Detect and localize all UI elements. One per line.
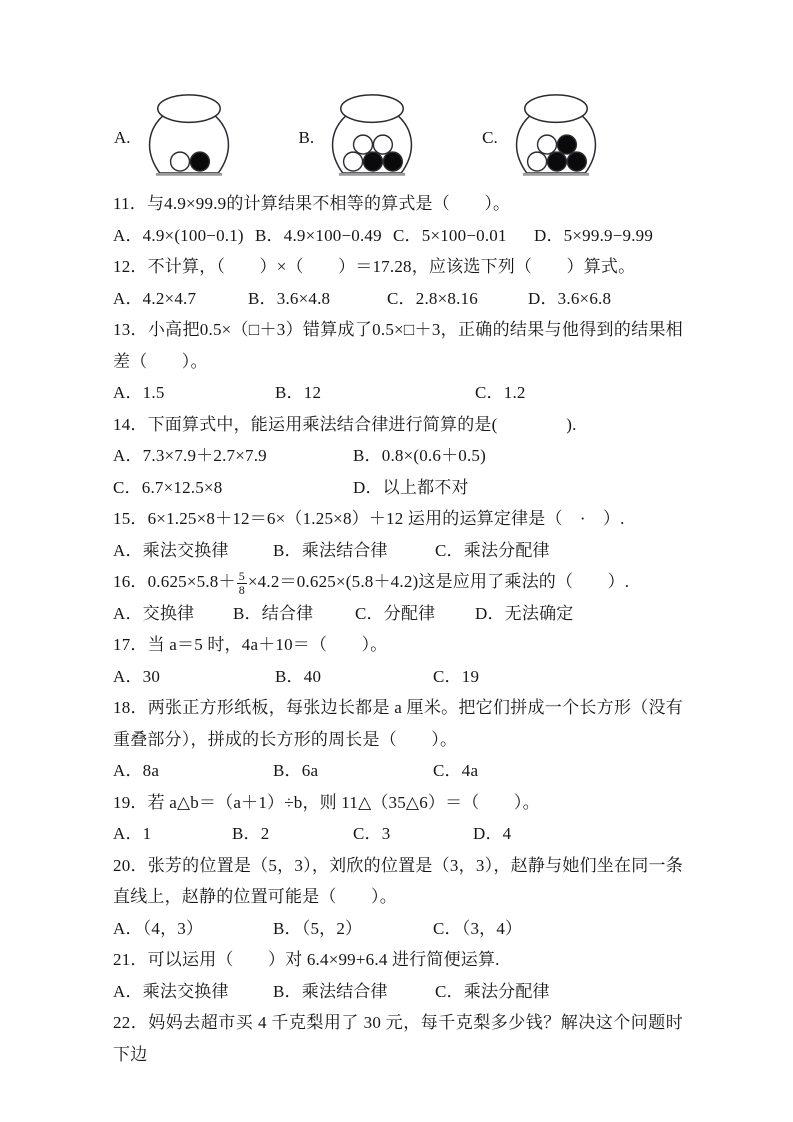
- option-C: C．19: [433, 666, 480, 686]
- figure-option-label: C.: [482, 127, 498, 147]
- ball-white: [354, 135, 373, 154]
- option-C: C．（3，4）: [433, 918, 523, 938]
- question-stem: [113, 409, 683, 441]
- stem-text: 22．妈妈去超市买 4 千克梨用了 30 元，每千克梨多少钱？解决这个问题时下边: [113, 1013, 683, 1064]
- option-B: B．40: [275, 666, 322, 686]
- question-stem: [113, 251, 683, 283]
- options-row: [113, 661, 683, 693]
- option-A: A．乘法交换律: [113, 540, 229, 560]
- options-row: [113, 220, 683, 252]
- fraction: [237, 570, 247, 596]
- ball-white: [537, 135, 556, 154]
- question-17: [113, 629, 683, 692]
- stem-text: 14．下面算式中，能运用乘法结合律进行简算的是( ).: [113, 414, 577, 434]
- question-stem: [113, 188, 683, 220]
- option-C: C．乘法分配律: [435, 981, 550, 1001]
- options-row: [113, 440, 683, 472]
- options-row: [113, 755, 683, 787]
- options-row: [113, 818, 683, 850]
- option-A: A．1: [113, 824, 152, 843]
- option-B: B．（5，2）: [273, 918, 363, 938]
- option-D: D．以上都不对: [353, 477, 469, 497]
- option-C: C．6.7×12.5×8: [113, 477, 223, 497]
- option-A: A．4.2×4.7: [113, 288, 197, 308]
- option-D: D．4: [473, 824, 512, 843]
- figure-option-c: [482, 92, 609, 182]
- question-stem: [113, 503, 683, 535]
- stem-text: 21．可以运用（ ）对 6.4×99+6.4 进行简便运算.: [113, 950, 500, 969]
- ball-black: [190, 152, 209, 171]
- options-row: [113, 913, 683, 945]
- ball-white: [170, 152, 189, 171]
- option-B: B．3.6×4.8: [248, 288, 331, 308]
- figure-option-label: B.: [298, 127, 315, 147]
- question-20: [113, 850, 683, 945]
- figure-option-label: A.: [114, 127, 131, 147]
- option-C: C．乘法分配律: [435, 540, 550, 560]
- options-row: [113, 598, 683, 630]
- ball-black: [547, 152, 566, 171]
- option-A: A．4.9×(100−0.1): [113, 225, 244, 245]
- question-stem: [113, 944, 683, 976]
- option-A: A．1.5: [113, 383, 165, 402]
- question-stem: [113, 629, 683, 661]
- fraction-numerator: 5: [238, 569, 245, 584]
- fishbowl-icon: [503, 92, 609, 182]
- options-row: [113, 535, 683, 567]
- question-16: [113, 566, 683, 629]
- option-A: A．交换律: [113, 603, 195, 623]
- fraction-denominator: 8: [238, 583, 245, 597]
- figure-option-a: [114, 92, 242, 182]
- question-18: [113, 692, 683, 787]
- option-B: B．结合律: [233, 603, 314, 623]
- ball-black: [557, 135, 576, 154]
- question-13: [113, 314, 683, 409]
- option-B: B．12: [275, 383, 322, 402]
- option-D: D．无法确定: [475, 603, 574, 623]
- ball-black: [364, 152, 383, 171]
- fishbowl-icon: [136, 92, 242, 182]
- stem-text: 20．张芳的位置是（5，3），刘欣的位置是（3，3），赵静与她们坐在同一条直线上，赵静的位置可能是（ ）。: [113, 855, 683, 906]
- question-figure-row: [0, 0, 793, 182]
- question-stem: [113, 692, 683, 755]
- question-stem: [113, 314, 683, 377]
- options-row: [113, 976, 683, 1008]
- option-A: A．乘法交换律: [113, 981, 229, 1001]
- option-B: B．2: [232, 824, 270, 843]
- option-C: C．1.2: [475, 383, 526, 402]
- option-B: B．4.9×100−0.49: [255, 225, 382, 245]
- question-22: [113, 1007, 683, 1070]
- stem-text: ×4.2＝0.625×(5.8＋4.2)这是应用了乘法的（ ）.: [247, 572, 630, 591]
- stem-text: 19．若 a△b＝（a＋1）÷b，则 11△（35△6）＝（ ）。: [113, 792, 540, 812]
- option-B: B．乘法结合律: [273, 981, 388, 1001]
- fishbowl-icon: [319, 92, 425, 182]
- ball-black: [567, 152, 586, 171]
- stem-text: 12．不计算，（ ）×（ ）＝17.28，应该选下列（ ）算式。: [113, 257, 636, 276]
- question-stem: [113, 850, 683, 913]
- option-A: A．8a: [113, 761, 160, 780]
- option-B: B．6a: [273, 761, 319, 780]
- stem-text: 17．当 a＝5 时，4a＋10＝（ ）。: [113, 635, 388, 654]
- option-A: A．30: [113, 666, 161, 686]
- option-C: C．4a: [433, 761, 479, 780]
- question-stem: [113, 787, 683, 819]
- question-21: [113, 944, 683, 1007]
- stem-text: 13．小高把0.5×（□＋3）错算成了0.5×□＋3，正确的结果与他得到的结果相差（ ）。: [113, 320, 683, 371]
- ball-white: [344, 152, 363, 171]
- figure-option-b: [299, 92, 426, 182]
- stem-text: 11．与4.9×99.9的计算结果不相等的算式是（ ）。: [113, 194, 511, 213]
- question-19: [113, 787, 683, 850]
- option-B: B．乘法结合律: [273, 540, 388, 560]
- question-stem: [113, 566, 683, 598]
- options-row: [113, 377, 683, 409]
- ball-white: [374, 135, 393, 154]
- ball-white: [527, 152, 546, 171]
- stem-text: 18．两张正方形纸板，每张边长都是 a 厘米。把它们拼成一个长方形（没有重叠部分），拼成的长方形的周长是（ ）。: [113, 698, 683, 749]
- options-row: [113, 472, 683, 504]
- option-A: A．（4，3）: [113, 918, 204, 938]
- questions-list: [113, 188, 683, 1070]
- question-12: [113, 251, 683, 314]
- options-row: [113, 283, 683, 315]
- option-B: B．0.8×(0.6＋0.5): [353, 446, 486, 465]
- question-15: [113, 503, 683, 566]
- stem-text: 15．6×1.25×8＋12＝6×（1.25×8）＋12 运用的运算定律是（ · ）.: [113, 509, 625, 528]
- question-11: [113, 188, 683, 251]
- question-14: [113, 409, 683, 504]
- option-C: C．5×100−0.01: [393, 225, 507, 245]
- option-A: A．7.3×7.9＋2.7×7.9: [113, 446, 267, 465]
- option-C: C．3: [353, 824, 391, 843]
- stem-text: 16．0.625×5.8＋: [113, 572, 236, 591]
- option-C: C．分配律: [355, 603, 436, 623]
- option-D: D．3.6×6.8: [528, 288, 612, 308]
- ball-black: [383, 152, 402, 171]
- option-D: D．5×99.9−9.99: [534, 225, 654, 245]
- option-C: C．2.8×8.16: [387, 288, 478, 308]
- question-stem: [113, 1007, 683, 1070]
